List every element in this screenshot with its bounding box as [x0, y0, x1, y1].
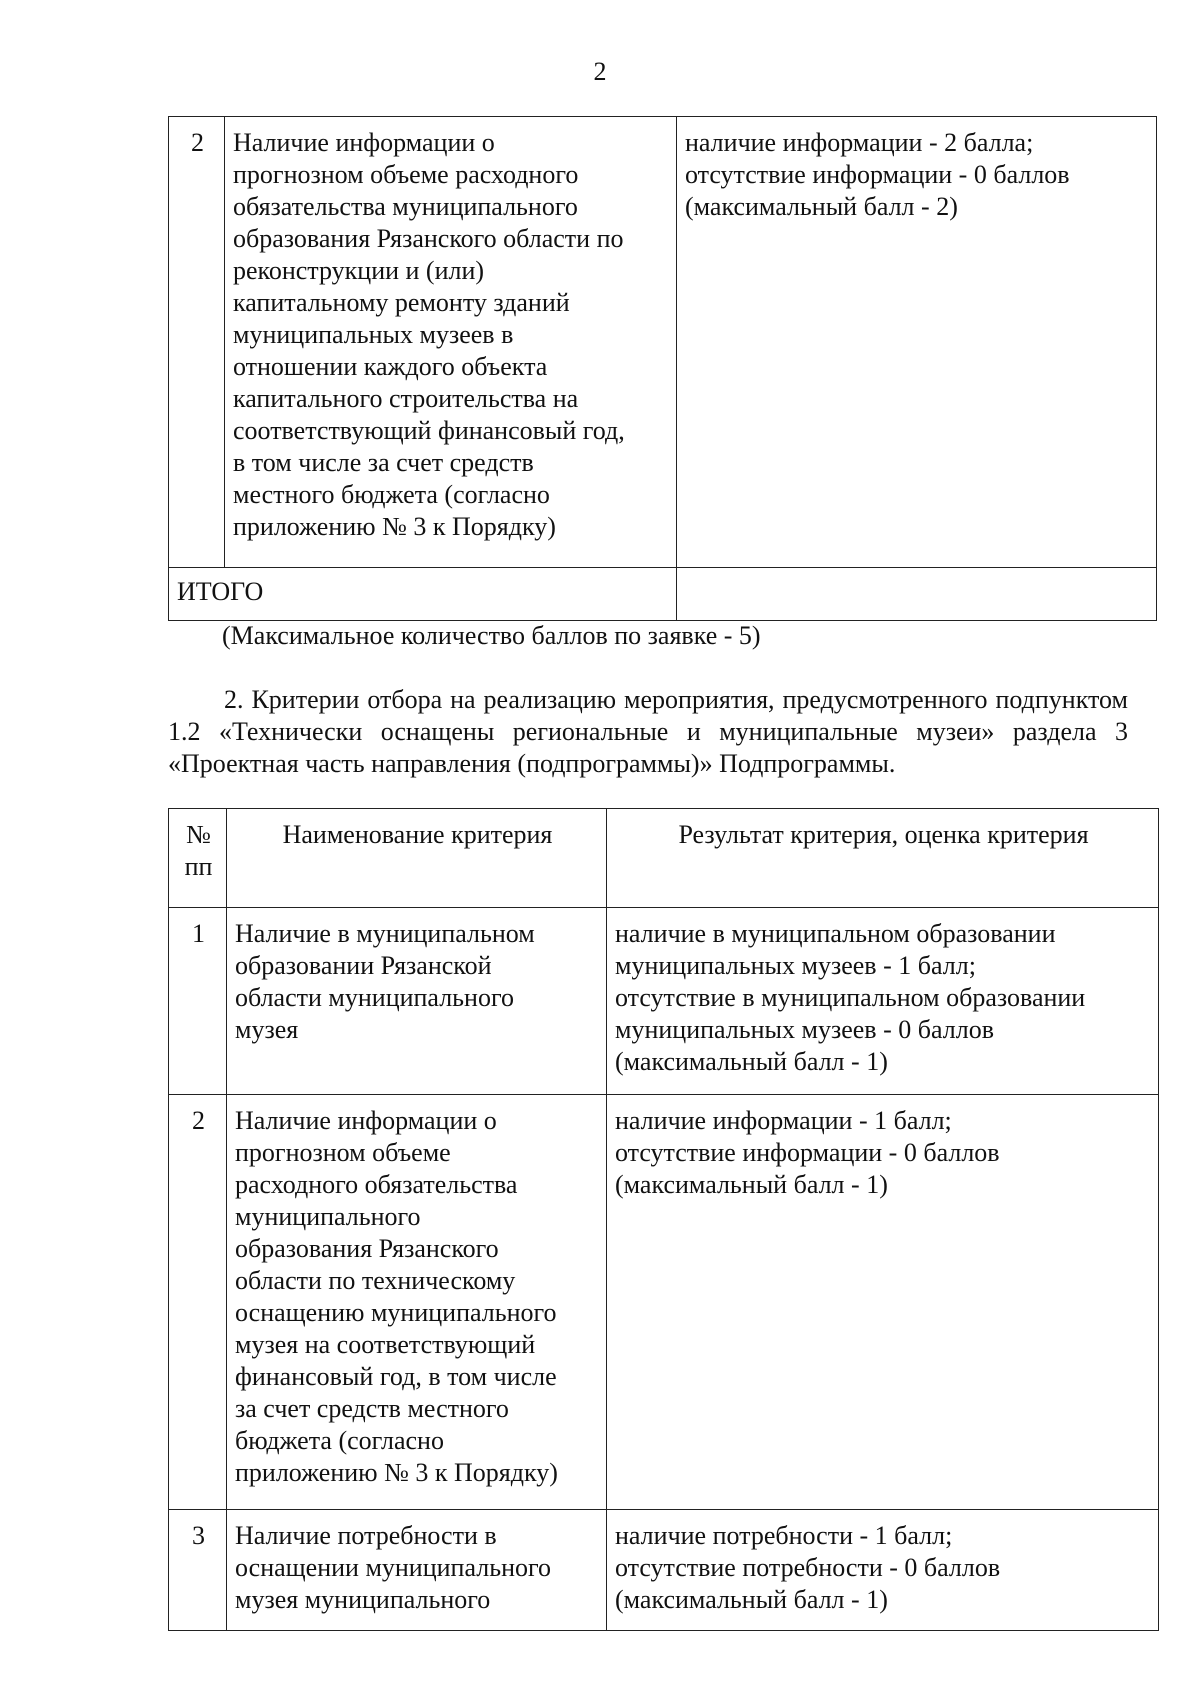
- header-criterion-name: Наименование критерия: [227, 809, 607, 908]
- result-line: отсутствие информации - 0 баллов: [685, 160, 1070, 189]
- table-header-row: [169, 809, 1159, 908]
- result-line: муниципальных музеев - 1 балл;: [615, 951, 976, 980]
- criterion-line: образования Рязанского области по: [233, 224, 624, 253]
- criterion-line: реконструкции и (или): [233, 256, 485, 285]
- criterion-result: [677, 117, 1157, 568]
- header-num: № пп: [169, 809, 227, 908]
- criterion-line: за счет средств местного: [235, 1394, 509, 1423]
- criterion-line: приложению № 3 к Порядку): [235, 1458, 558, 1487]
- result-line: наличие информации - 1 балл;: [615, 1106, 952, 1135]
- criterion-line: образования Рязанского: [235, 1234, 499, 1263]
- criterion-line: области по техническому: [235, 1266, 516, 1295]
- criterion-line: местного бюджета (согласно: [233, 480, 550, 509]
- criterion-line: бюджета (согласно: [235, 1426, 444, 1455]
- criterion-name: [227, 1095, 607, 1510]
- criterion-line: муниципальных музеев в: [233, 320, 514, 349]
- result-line: (максимальный балл - 1): [615, 1047, 888, 1076]
- criterion-line: оснащению муниципального: [235, 1298, 557, 1327]
- total-row: [169, 568, 1157, 621]
- max-score-note: (Максимальное количество баллов по заявке - 5): [222, 621, 761, 650]
- criterion-line: области муниципального: [235, 983, 514, 1012]
- total-label: ИТОГО: [169, 568, 677, 621]
- result-line: отсутствие в муниципальном образовании: [615, 983, 1086, 1012]
- criterion-line: музея: [235, 1015, 299, 1044]
- result-line: муниципальных музеев - 0 баллов: [615, 1015, 994, 1044]
- row-number: 3: [169, 1510, 227, 1631]
- criterion-line: Наличие в муниципальном: [235, 919, 535, 948]
- criterion-line: оснащении муниципального: [235, 1553, 551, 1582]
- total-value: [677, 568, 1157, 621]
- criterion-line: образовании Рязанской: [235, 951, 492, 980]
- page-number: 2: [593, 57, 607, 86]
- table-row: [169, 1510, 1159, 1631]
- criterion-result: [607, 1095, 1159, 1510]
- criterion-line: Наличие информации о: [233, 128, 495, 157]
- criterion-result: [607, 1510, 1159, 1631]
- table-row: [169, 908, 1159, 1095]
- criterion-result: [607, 908, 1159, 1095]
- criterion-name: [225, 117, 677, 568]
- result-line: отсутствие информации - 0 баллов: [615, 1138, 1000, 1167]
- criterion-line: приложению № 3 к Порядку): [233, 512, 556, 541]
- criterion-line: Наличие потребности в: [235, 1521, 497, 1550]
- criterion-line: расходного обязательства: [235, 1170, 518, 1199]
- header-criterion-result: Результат критерия, оценка критерия: [607, 809, 1159, 908]
- result-line: наличие в муниципальном образовании: [615, 919, 1056, 948]
- criterion-line: прогнозном объеме: [235, 1138, 451, 1167]
- criterion-name: [227, 908, 607, 1095]
- criteria-table-2: [168, 808, 1159, 1631]
- result-line: (максимальный балл - 1): [615, 1170, 888, 1199]
- criterion-line: в том числе за счет средств: [233, 448, 534, 477]
- criterion-line: капитальному ремонту зданий: [233, 288, 570, 317]
- result-line: (максимальный балл - 1): [615, 1585, 888, 1614]
- row-number: 1: [169, 908, 227, 1095]
- criterion-line: капитального строительства на: [233, 384, 579, 413]
- criterion-line: прогнозном объеме расходного: [233, 160, 579, 189]
- result-line: отсутствие потребности - 0 баллов: [615, 1553, 1001, 1582]
- section-paragraph: 2. Критерии отбора на реализацию мероприятия, предусмотренного подпунктом 1.2 «Технически оснащены региональные и муниципальные музеи» раздела 3 «Проектная часть направления (подпрограммы)» Подпрограммы.: [168, 685, 1128, 778]
- criterion-line: отношении каждого объекта: [233, 352, 548, 381]
- criterion-line: обязательства муниципального: [233, 192, 578, 221]
- criterion-line: муниципального: [235, 1202, 421, 1231]
- criterion-line: финансовый год, в том числе: [235, 1362, 557, 1391]
- criterion-line: Наличие информации о: [235, 1106, 497, 1135]
- result-line: (максимальный балл - 2): [685, 192, 958, 221]
- row-number: 2: [169, 117, 225, 568]
- criteria-table-1: [168, 116, 1157, 621]
- criterion-line: музея муниципального: [235, 1585, 491, 1614]
- criterion-line: соответствующий финансовый год,: [233, 416, 625, 445]
- result-line: наличие информации - 2 балла;: [685, 128, 1034, 157]
- criterion-line: музея на соответствующий: [235, 1330, 536, 1359]
- result-line: наличие потребности - 1 балл;: [615, 1521, 953, 1550]
- table-row: [169, 117, 1157, 568]
- criterion-name: [227, 1510, 607, 1631]
- row-number: 2: [169, 1095, 227, 1510]
- table-row: [169, 1095, 1159, 1510]
